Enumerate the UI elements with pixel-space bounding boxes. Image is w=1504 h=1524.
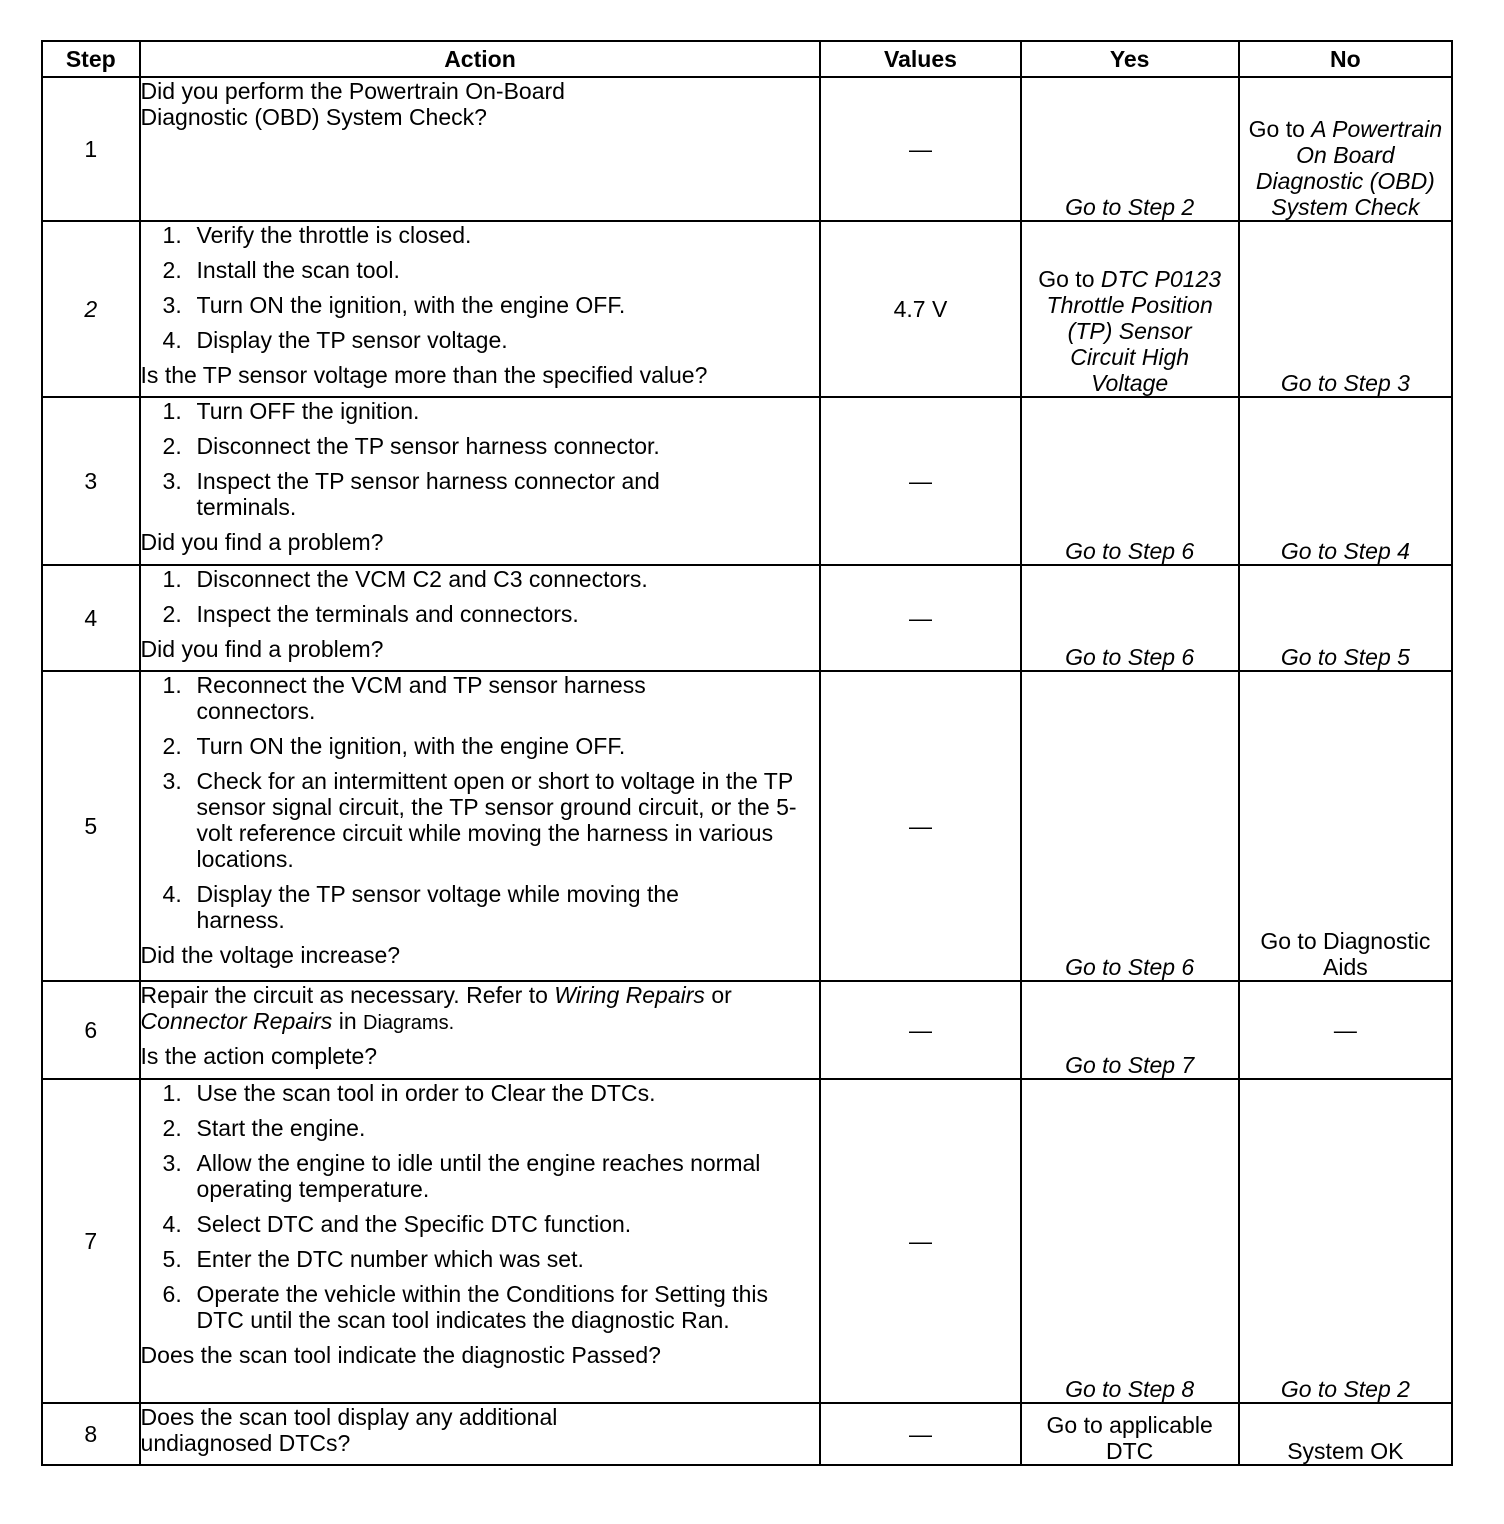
yes-link[interactable]: DTC P0123 Throttle Position (TP) Sensor Circuit High Voltage [1046, 266, 1222, 396]
no-cell: Go to Step 5 [1239, 565, 1452, 671]
no-cell: System OK [1239, 1403, 1452, 1465]
table-row [42, 671, 1452, 981]
list-item: 1. Reconnect the VCM and TP sensor harness connectors. [162, 672, 646, 724]
connector-repairs-link[interactable]: Connector Repairs [140, 1008, 333, 1034]
step-number: 5 [42, 671, 140, 981]
table-row [42, 77, 1452, 221]
instruction-text: in [338, 1008, 357, 1034]
yes-cell: Go to Step 7 [1021, 981, 1239, 1079]
yes-cell: Go to Step 8 [1021, 1079, 1239, 1403]
list-item: 1. Use the scan tool in order to Clear the DTCs. [162, 1080, 656, 1106]
no-prefix: Go to [1248, 116, 1305, 142]
no-cell [1239, 77, 1452, 221]
table-row [42, 1079, 1452, 1403]
table-row [42, 397, 1452, 565]
action-cell [140, 77, 821, 221]
action-cell [140, 1403, 821, 1465]
action-instruction [141, 982, 820, 1036]
instruction-text: Repair the circuit as necessary. Refer to [140, 982, 548, 1008]
value-cell: — [820, 397, 1020, 565]
diagrams-text: Diagrams. [363, 1012, 455, 1034]
action-question: Did you find a problem? [140, 636, 384, 662]
list-item: 3. Inspect the TP sensor harness connector and terminals. [162, 468, 660, 520]
no-cell: Go to Step 3 [1239, 221, 1452, 397]
step-number: 6 [42, 981, 140, 1079]
table-row [42, 1403, 1452, 1465]
step-number: 2 [42, 221, 140, 397]
list-item: 1. Turn OFF the ignition. [162, 398, 420, 424]
header-values: Values [820, 41, 1020, 77]
wiring-repairs-link[interactable]: Wiring Repairs [554, 982, 705, 1008]
no-cell[interactable]: Go to Diagnostic Aids [1239, 671, 1452, 981]
list-item: 4. Display the TP sensor voltage while moving the harness. [162, 881, 679, 933]
list-item: 5. Enter the DTC number which was set. [162, 1246, 584, 1272]
yes-cell: Go to Step 6 [1021, 397, 1239, 565]
list-item: 6. Operate the vehicle within the Conditions for Setting this DTC until the scan tool indicates the diagnostic Ran. [162, 1281, 769, 1333]
yes-cell [1021, 221, 1239, 397]
value-cell: — [820, 1403, 1020, 1465]
no-cell: — [1239, 981, 1452, 1079]
step-number: 3 [42, 397, 140, 565]
action-list [141, 566, 820, 627]
yes-cell: Go to Step 6 [1021, 671, 1239, 981]
yes-cell[interactable]: Go to applicable DTC [1021, 1403, 1239, 1465]
action-cell [140, 671, 821, 981]
action-list [141, 398, 820, 520]
header-yes: Yes [1021, 41, 1239, 77]
value-cell: — [820, 1079, 1020, 1403]
value-cell: — [820, 77, 1020, 221]
list-item: 2. Inspect the terminals and connectors. [162, 601, 579, 627]
header-step: Step [42, 41, 140, 77]
diagnostic-table [41, 40, 1453, 1466]
action-question: Did you find a problem? [140, 529, 384, 555]
list-item: 2. Start the engine. [162, 1115, 366, 1141]
no-link[interactable]: A Powertrain On Board Diagnostic (OBD) System Check [1255, 116, 1443, 220]
value-cell: 4.7 V [820, 221, 1020, 397]
value-cell: — [820, 981, 1020, 1079]
action-cell [140, 565, 821, 671]
yes-prefix: Go to [1038, 266, 1095, 292]
list-item: 1. Verify the throttle is closed. [162, 222, 472, 248]
list-item: 3. Turn ON the ignition, with the engine OFF. [162, 292, 626, 318]
action-question: Is the action complete? [140, 1043, 378, 1069]
table-row [42, 565, 1452, 671]
value-cell: — [820, 671, 1020, 981]
action-cell [140, 221, 821, 397]
action-cell [140, 397, 821, 565]
list-item: 4. Display the TP sensor voltage. [162, 327, 508, 353]
table-row [42, 981, 1452, 1079]
no-cell: Go to Step 2 [1239, 1079, 1452, 1403]
action-cell [140, 1079, 821, 1403]
yes-cell: Go to Step 2 [1021, 77, 1239, 221]
action-list [141, 222, 820, 353]
list-item: 2. Turn ON the ignition, with the engine OFF. [162, 733, 626, 759]
header-no: No [1239, 41, 1452, 77]
action-list [141, 672, 820, 933]
action-question: Does the scan tool indicate the diagnostic Passed? [140, 1342, 661, 1368]
no-cell: Go to Step 4 [1239, 397, 1452, 565]
value-cell: — [820, 565, 1020, 671]
header-row [42, 41, 1452, 77]
list-item: 3. Allow the engine to idle until the engine reaches normal operating temperature. [162, 1150, 761, 1202]
action-question: Did the voltage increase? [140, 942, 401, 968]
action-list [141, 1080, 820, 1333]
instruction-text: or [711, 982, 732, 1008]
step-number: 1 [42, 77, 140, 221]
yes-cell: Go to Step 6 [1021, 565, 1239, 671]
list-item: 2. Install the scan tool. [162, 257, 400, 283]
list-item: 4. Select DTC and the Specific DTC function. [162, 1211, 632, 1237]
list-item: 3. Check for an intermittent open or short to voltage in the TP sensor signal circuit, the TP sensor ground circuit, or the 5-volt reference circuit while moving the harness in various locations. [162, 768, 797, 872]
step-number: 8 [42, 1403, 140, 1465]
header-action: Action [140, 41, 821, 77]
action-question: Does the scan tool display any additional undiagnosed DTCs? [140, 1404, 558, 1456]
action-question: Did you perform the Powertrain On-Board Diagnostic (OBD) System Check? [140, 78, 565, 130]
list-item: 2. Disconnect the TP sensor harness connector. [162, 433, 660, 459]
list-item: 1. Disconnect the VCM C2 and C3 connectors. [162, 566, 648, 592]
table-row [42, 221, 1452, 397]
step-number: 4 [42, 565, 140, 671]
action-cell [140, 981, 821, 1079]
action-question: Is the TP sensor voltage more than the specified value? [140, 362, 708, 388]
step-number: 7 [42, 1079, 140, 1403]
